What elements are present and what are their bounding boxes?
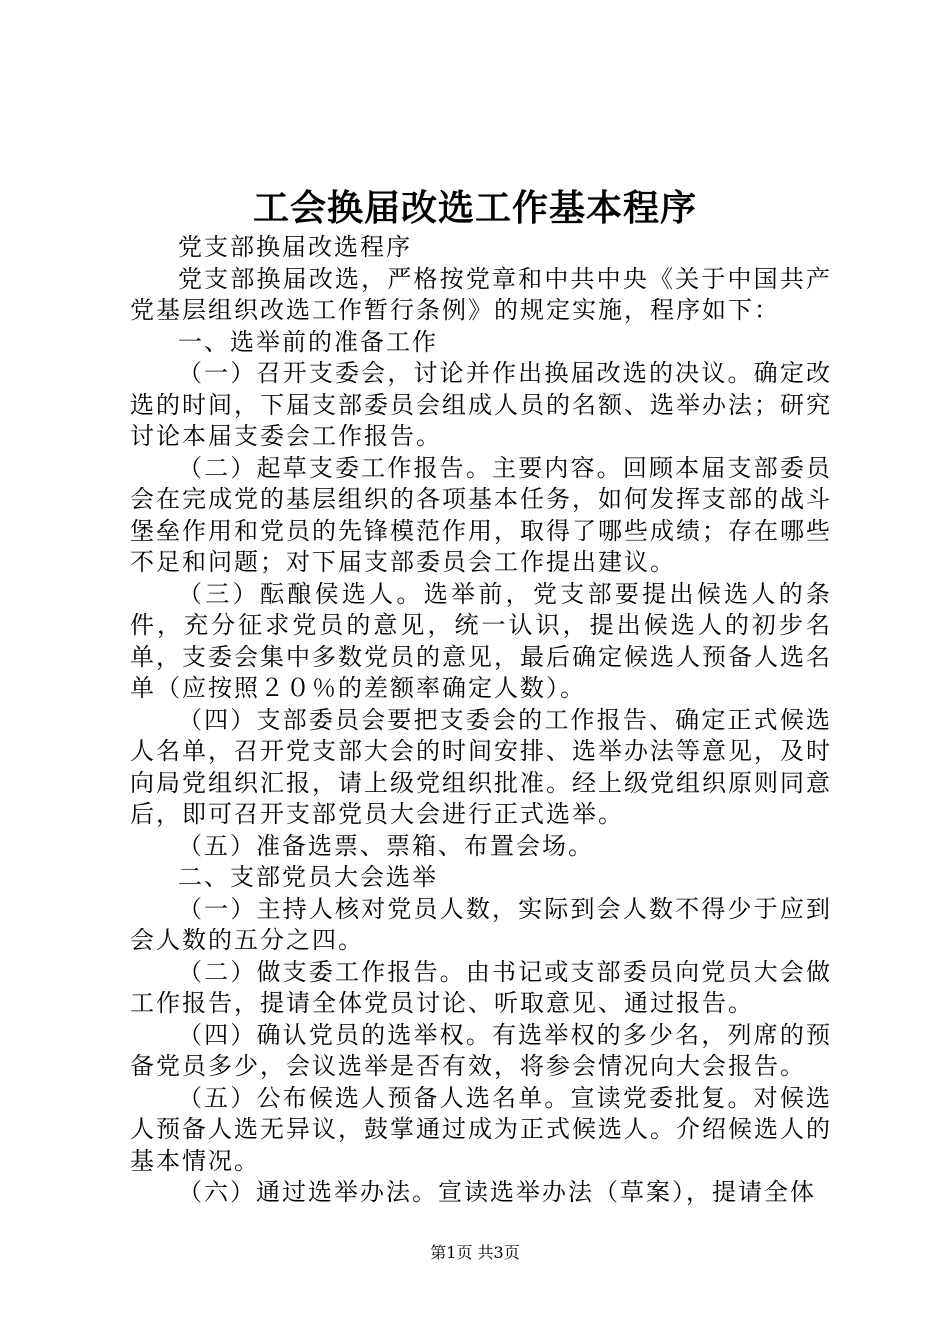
paragraph: 党支部换届改选，严格按党章和中共中央《关于中国共产党基层组织改选工作暂行条例》的规定实施，程序如下： [130, 264, 832, 324]
paragraph: （四）支部委员会要把支委会的工作报告、确定正式候选人名单，召开党支部大会的时间安排、选举办法等意见，及时向局党组织汇报，请上级党组织批准。经上级党组织原则同意后，即可召开支部党员大会进行正式选举。 [130, 705, 832, 828]
paragraph: 党支部换届改选程序 [178, 233, 412, 261]
paragraph: （二）起草支委工作报告。主要内容。回顾本届支部委员会在完成党的基层组织的各项基本任务，如何发挥支部的战斗堡垒作用和党员的先锋模范作用，取得了哪些成绩；存在哪些不足和问题；对下届支部委员会工作提出建议。 [130, 453, 832, 576]
paragraph: （四）确认党员的选举权。有选举权的多少名，列席的预备党员多少，会议选举是否有效，将参会情况向大会报告。 [130, 1020, 832, 1080]
paragraph: （二）做支委工作报告。由书记或支部委员向党员大会做工作报告，提请全体党员讨论、听取意见、通过报告。 [130, 957, 832, 1017]
section-heading: 二、支部党员大会选举 [178, 863, 438, 891]
document-title: 工会换届改选工作基本程序 [252, 187, 697, 229]
paragraph: （五）公布候选人预备人选名单。宣读党委批复。对候选人预备人选无异议，鼓掌通过成为正式候选人。介绍候选人的基本情况。 [130, 1083, 832, 1175]
section-heading: 一、选举前的准备工作 [178, 327, 438, 356]
page-number-footer: 第1页 共3页 [430, 1243, 520, 1262]
paragraph: （五）准备选票、票箱、布置会场。 [178, 831, 594, 860]
document-body [130, 232, 832, 1209]
paragraph: （一）主持人核对党员人数，实际到会人数不得少于应到会人数的五分之四。 [130, 894, 832, 954]
paragraph: （三）酝酿侯选人。选举前，党支部要提出候选人的条件，充分征求党员的意见，统一认识，提出候选人的初步名单，支委会集中多数党员的意见，最后确定候选人预备人选名单（应按照２０％的差额率确定人数）。 [130, 579, 832, 702]
paragraph: （六）通过选举办法。宣读选举办法（草案），提请全体 [178, 1178, 816, 1206]
paragraph: （一）召开支委会，讨论并作出换届改选的决议。确定改选的时间，下届支部委员会组成人员的名额、选举办法；研究讨论本届支委会工作报告。 [130, 359, 832, 450]
